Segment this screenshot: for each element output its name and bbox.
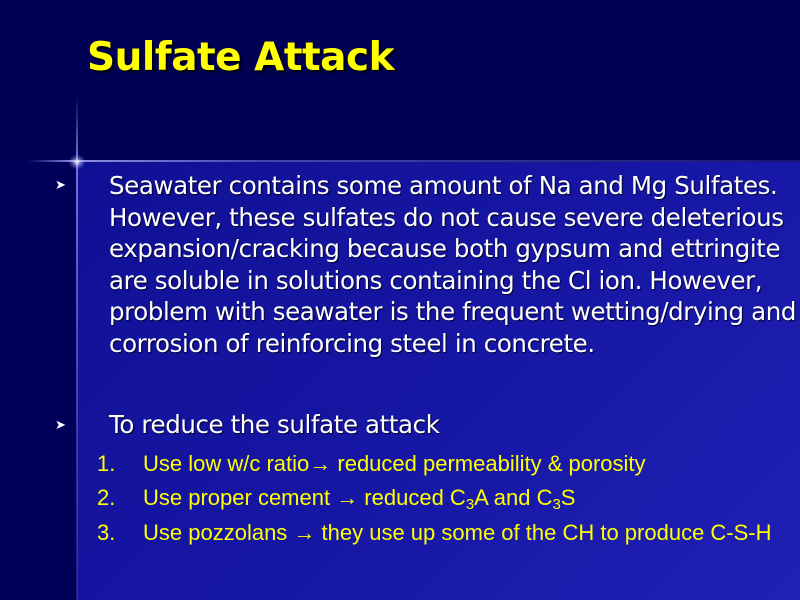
decorative-vertical-line bbox=[76, 95, 78, 600]
subscript-3: 3 bbox=[552, 496, 561, 513]
sparkle-icon bbox=[69, 155, 85, 169]
decorative-horizontal-line bbox=[28, 160, 800, 162]
list-number-1: 1. bbox=[97, 451, 116, 476]
list-item-proper-cement bbox=[143, 483, 783, 512]
subscript-3: 3 bbox=[465, 496, 475, 513]
left-margin-background bbox=[0, 162, 77, 600]
bullet-seawater-text: Seawater contains some amount of Na and Mg Sulfates. However, these sulfates do not cause severe deleterious expansion/cracking because both gypsum and ettringite are soluble in solutions containing the Cl ion. However, problem with seawater is the frequent wetting/drying and corrosion of reinforcing steel in concrete. bbox=[109, 171, 796, 358]
list-item-text: S bbox=[560, 485, 576, 510]
header-background bbox=[0, 0, 800, 162]
list-item-text: Use proper cement → reduced C bbox=[143, 485, 466, 510]
list-item-text: A and C bbox=[474, 485, 553, 510]
arrowhead-bullet-icon: ➤ bbox=[55, 418, 66, 433]
arrowhead-bullet-icon: ➤ bbox=[55, 178, 66, 193]
list-number-3: 3. bbox=[97, 520, 116, 545]
list-item-low-wc-ratio: Use low w/c ratio→ reduced permeability & porosity bbox=[143, 451, 646, 476]
list-item-pozzolans: Use pozzolans → they use up some of the CH to produce C-S-H bbox=[143, 520, 772, 545]
bullet-reduce-sulfate-text: To reduce the sulfate attack bbox=[109, 410, 440, 439]
slide-title: Sulfate Attack bbox=[87, 35, 395, 80]
list-number-2: 2. bbox=[97, 485, 116, 510]
